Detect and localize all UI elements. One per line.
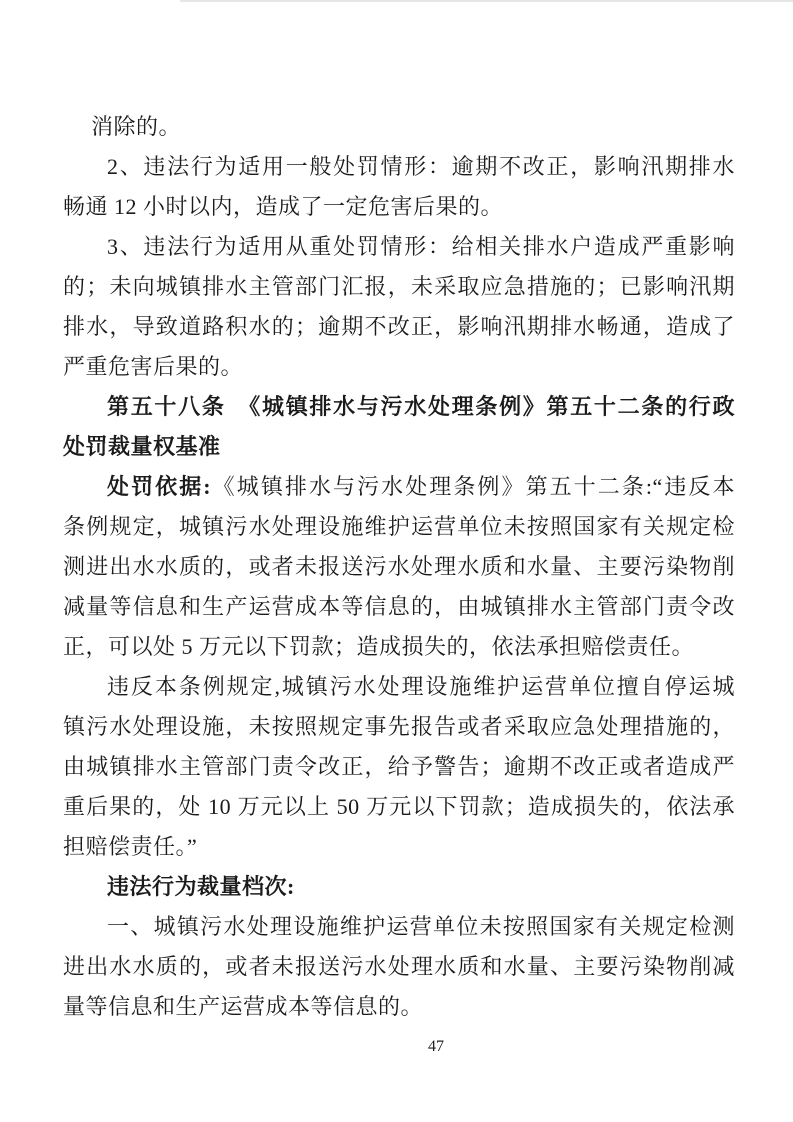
text-line: 第五十八条 《城镇排水与污水处理条例》第五十二条的行政	[107, 394, 735, 419]
text-segment: 《城镇排水与污水处理条例》第五十二条:“违反本	[211, 474, 735, 499]
text-line: 排水，导致道路积水的；逾期不改正，影响汛期排水畅通，造成了	[63, 314, 735, 339]
text-line: 严重危害后果的。	[63, 354, 244, 379]
text-line: 条例规定，城镇污水处理设施维护运营单位未按照国家有关规定检	[63, 514, 735, 539]
text-line: 担赔偿责任。”	[63, 834, 198, 859]
text-line: 重后果的，处 10 万元以上 50 万元以下罚款；造成损失的，依法承	[63, 794, 735, 819]
text-line: 测进出水水质的，或者未报送污水处理水质和水量、主要污染物削	[63, 554, 735, 579]
text-line: 进出水水质的，或者未报送污水处理水质和水量、主要污染物削减	[63, 954, 735, 979]
text-line: 镇污水处理设施，未按照规定事先报告或者采取应急处理措施的，	[63, 714, 735, 739]
text-line: 违反本条例规定,城镇污水处理设施维护运营单位擅自停运城	[107, 674, 735, 699]
text-line: 由城镇排水主管部门责令改正，给予警告；逾期不改正或者造成严	[63, 754, 735, 779]
text-line: 消除的。	[91, 114, 182, 139]
text-line: 减量等信息和生产运营成本等信息的，由城镇排水主管部门责令改	[63, 594, 735, 619]
text-line: 处罚裁量权基准	[63, 434, 221, 459]
text-line: 正，可以处 5 万元以下罚款；造成损失的，依法承担赔偿责任。	[63, 634, 695, 659]
text-line	[63, 467, 735, 507]
scan-edge-artifact	[180, 0, 793, 2]
text-line: 违法行为裁量档次:	[107, 874, 295, 899]
document-body	[63, 107, 735, 1027]
text-line: 一、城镇污水处理设施维护运营单位未按照国家有关规定检测	[107, 914, 735, 939]
text-line: 量等信息和生产运营成本等信息的。	[63, 994, 424, 1019]
text-segment: 处罚依据:	[107, 474, 212, 499]
text-line: 畅通 12 小时以内，造成了一定危害后果的。	[63, 194, 504, 219]
text-line: 的；未向城镇排水主管部门汇报，未采取应急措施的；已影响汛期	[63, 274, 735, 299]
page-number: 47	[428, 1038, 444, 1055]
text-line: 2、违法行为适用一般处罚情形：逾期不改正，影响汛期排水	[107, 154, 735, 179]
text-line: 3、违法行为适用从重处罚情形：给相关排水户造成严重影响	[107, 234, 735, 259]
